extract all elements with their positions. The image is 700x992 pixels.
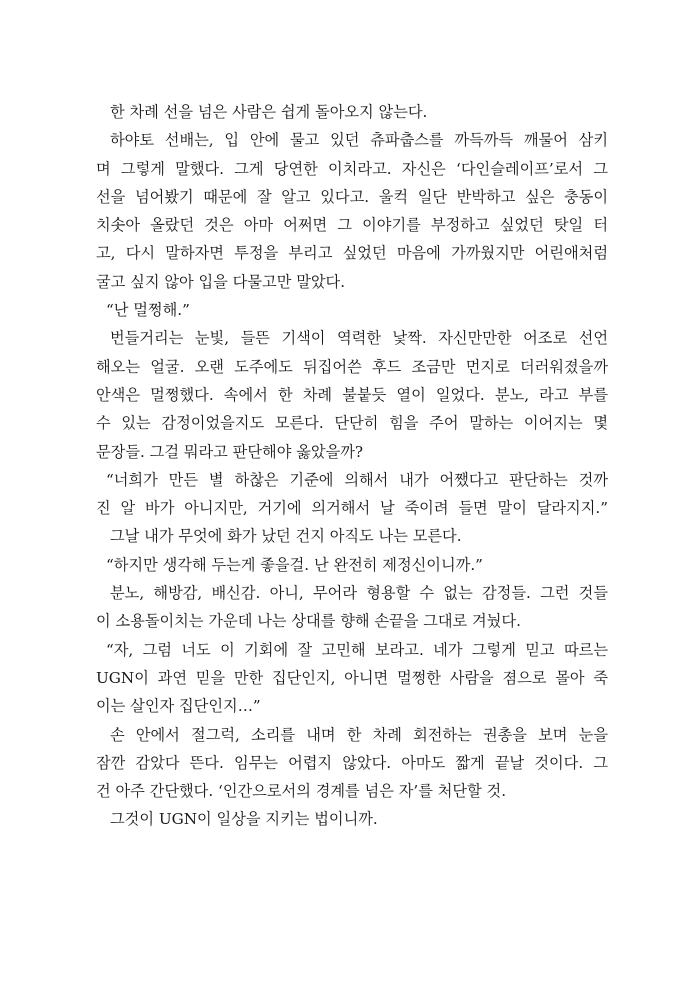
text-line: 며 그렇게 말했다. 그게 당연한 이치라고. 자신은 ‘다인슬레이프’로서 그: [96, 159, 608, 178]
text-line: 잠깐 감았다 뜬다. 임무는 어렵지 않았다. 아마도 짧게 끝날 것이다. 그: [96, 753, 608, 772]
text-line: “자, 그럼 너도 이 기회에 잘 고민해 보라고. 네가 그렇게 믿고 따르는: [106, 640, 608, 659]
text-line: 치솟아 올랐던 것은 아마 어쩌면 그 이야기를 부정하고 싶었던 탓일 터: [96, 216, 608, 235]
text-line: 수 있는 감정이었을지도 모른다. 단단히 힘을 주어 말하는 이어지는 몇: [96, 414, 608, 433]
text-line: “하지만 생각해 두는게 좋을걸. 난 완전히 제정신이니까.”: [106, 555, 483, 574]
text-line: “너희가 만든 별 하찮은 기준에 의해서 내가 어쨌다고 판단하는 것까: [106, 470, 608, 489]
body-text: [96, 98, 608, 834]
text-line: 그날 내가 무엇에 화가 났던 건지 아직도 나는 모른다.: [110, 527, 462, 546]
text-line: 해오는 얼굴. 오랜 도주에도 뒤집어쓴 후드 조금만 먼지로 더러워졌을까: [96, 357, 608, 376]
text-line: 문장들. 그걸 뭐라고 판단해야 옳았을까?: [96, 442, 364, 461]
text-line: 한 차례 선을 넘은 사람은 쉽게 돌아오지 않는다.: [110, 103, 428, 121]
text-line: 번들거리는 눈빛, 들뜬 기색이 역력한 낯짝. 자신만만한 어조로 선언: [110, 329, 608, 348]
text-line: 진 알 바가 아니지만, 거기에 의거해서 날 죽이려 들면 말이 달라지지.”: [96, 499, 608, 518]
text-line: 안색은 멀쩡했다. 속에서 한 차례 불붙듯 열이 일었다. 분노, 라고 부를: [96, 385, 608, 404]
text-line: 굴고 싶지 않아 입을 다물고만 말았다.: [96, 272, 346, 291]
text-line: 그것이 UGN이 일상을 지키는 법이니까.: [110, 810, 378, 829]
text-line: 건 아주 간단했다. ‘인간으로서의 경계를 넘은 자’를 처단할 것.: [96, 782, 507, 801]
text-line: 고, 다시 말하자면 투정을 부리고 싶었던 마음에 가까웠지만 어린애처럼: [96, 244, 608, 263]
text-line: 분노, 해방감, 배신감. 아니, 무어라 형용할 수 없는 감정들. 그런 것들: [110, 584, 608, 603]
text-line: UGN이 과연 믿을 만한 집단인지, 아니면 멀쩡한 사람을 졈으로 몰아 죽: [96, 668, 608, 687]
text-line: 선을 넘어봤기 때문에 잘 알고 있다고. 울컥 일단 반박하고 싶은 충동이: [96, 187, 608, 206]
text-line: 손 안에서 절그럭, 소리를 내며 한 차례 회전하는 권총을 보며 눈을: [110, 725, 608, 744]
text-line: “난 멀쩡해.”: [106, 301, 190, 320]
text-line: 하야토 선배는, 입 안에 물고 있던 츄파춥스를 까득까득 깨물어 삼키: [110, 131, 608, 150]
text-line: 이 소용돌이치는 가운데 나는 상대를 향해 손끝을 그대로 겨눴다.: [96, 612, 521, 631]
text-line: 이는 살인자 집단인지…”: [96, 697, 261, 716]
